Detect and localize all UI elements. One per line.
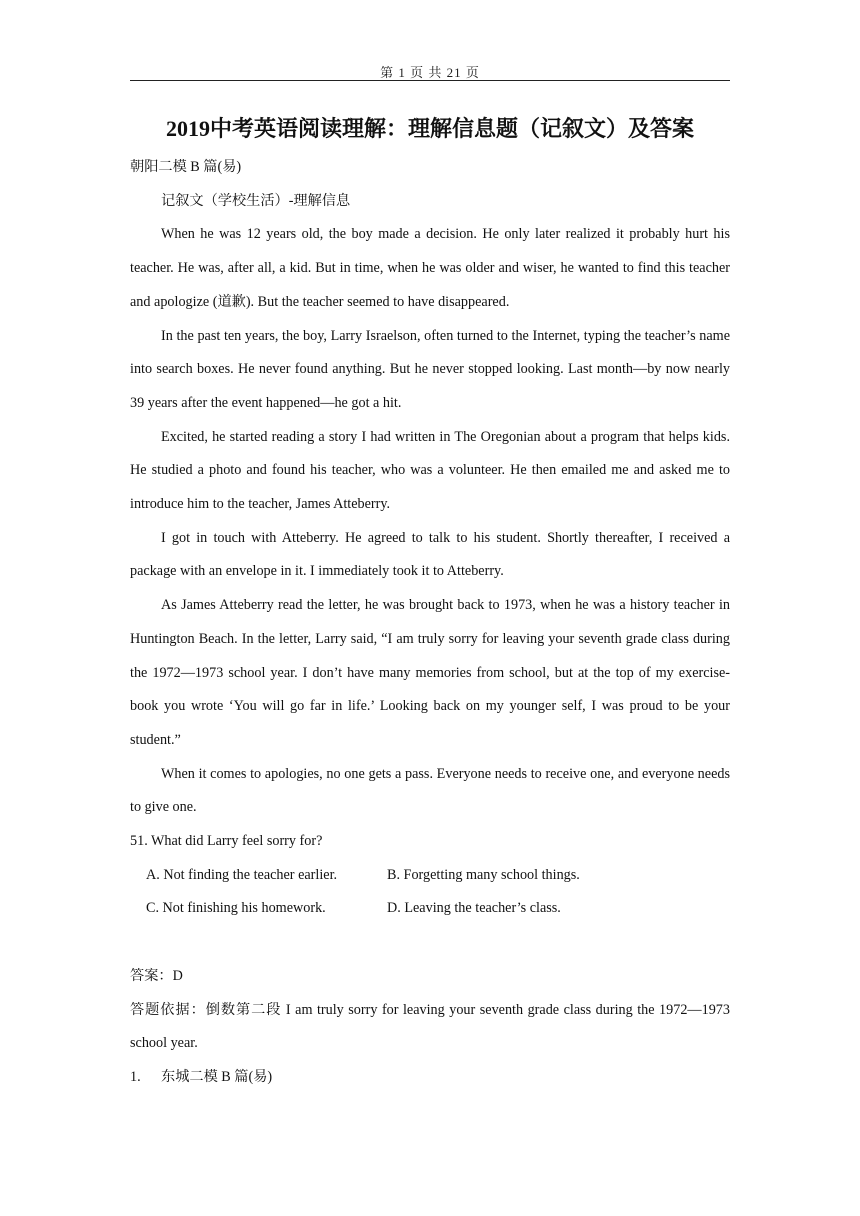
options-row	[130, 859, 730, 893]
document-title: 2019中考英语阅读理解：理解信息题（记叙文）及答案	[165, 116, 694, 141]
document-body	[130, 151, 730, 1095]
options-row	[130, 892, 730, 926]
answer-text: 答案：D	[130, 967, 183, 984]
header-divider	[130, 80, 730, 81]
passage-paragraph: Excited, he started reading a story I had written in The Oregonian about a program that helps kids. He studied a photo and found his teacher, who was a volunteer. He then emailed me and asked me to introduce him to the teacher, James Atteberry.	[130, 428, 730, 513]
section-genre: 记叙文（学校生活）-理解信息	[161, 192, 351, 209]
question-text: 51. What did Larry feel sorry for?	[130, 833, 323, 850]
passage-paragraph: As James Atteberry read the letter, he was brought back to 1973, when he was a history teacher in Huntington Beach. In the letter, Larry said, “I am truly sorry for leaving your seventh grade class during the 1972—1973 school year. I don’t have many memories from school, but at the top of my exercise-book you wrote ‘You will go far in life.’ Looking back on my younger self, I was proud to be your student.”	[130, 597, 730, 748]
passage-paragraph: I got in touch with Atteberry. He agreed to talk to his student. Shortly thereafter, I received a package with an envelope in it. I immediately took it to Atteberry.	[130, 529, 730, 580]
section-source: 东城二模 B 篇(易)	[161, 1068, 273, 1085]
section-source: 朝阳二模 B 篇(易)	[130, 159, 242, 175]
passage-paragraph: When he was 12 years old, the boy made a decision. He only later realized it probably hurt his teacher. He was, after all, a kid. But in time, when he was older and wiser, he wanted to find this teacher and apologize (道歉). But the teacher seemed to have disappeared.	[130, 226, 730, 310]
next-section-heading	[130, 1061, 730, 1095]
option-d: D. Leaving the teacher’s class.	[387, 900, 561, 917]
page-header: 第 1 页 共 21 页	[380, 65, 480, 80]
passage-paragraph: In the past ten years, the boy, Larry Israelson, often turned to the Internet, typing the teacher’s name into search boxes. He never found anything. But he never stopped looking. Last month—by now nearly 39 years after the event happened—he got a hit.	[130, 327, 730, 411]
option-b: B. Forgetting many school things.	[387, 866, 580, 883]
spacer	[130, 926, 730, 960]
option-c: C. Not finishing his homework.	[146, 900, 326, 917]
answer-basis: 答题依据：倒数第二段 I am truly sorry for leaving your seventh grade class during the 1972—1973 school year.	[130, 1001, 730, 1052]
section-number: 1.	[130, 1068, 141, 1085]
option-a: A. Not finding the teacher earlier.	[146, 866, 338, 883]
passage-paragraph: When it comes to apologies, no one gets a pass. Everyone needs to receive one, and everyone needs to give one.	[130, 765, 730, 816]
